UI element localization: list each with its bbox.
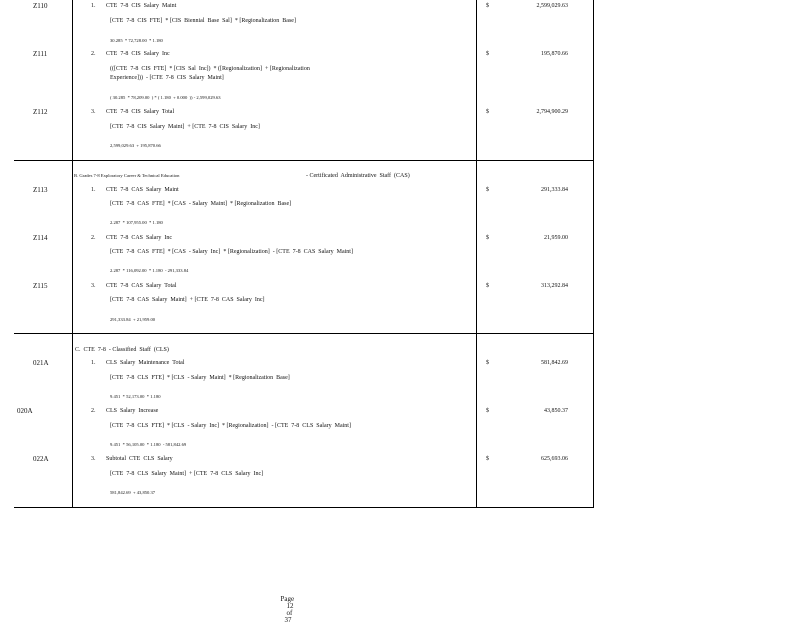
row-amount: 2,794,900.29 bbox=[536, 109, 568, 115]
row-step: 3. bbox=[91, 109, 96, 115]
row-step: 1. bbox=[91, 3, 96, 9]
row-id: Z114 bbox=[33, 234, 48, 242]
dollar-sign: $ bbox=[486, 360, 489, 366]
page-label: Page bbox=[280, 595, 295, 603]
row-title: Subtotal CTE CLS Salary bbox=[106, 456, 173, 462]
row-formula: (([CTE 7-8 CIS FTE] * [CIS Sal Inc]) * ([Regionalization] + [Regionalization bbox=[110, 66, 310, 72]
row-id: Z111 bbox=[33, 50, 48, 58]
row-formula: [CTE 7-8 CIS FTE] * [CIS Biennial Base Sal] * [Regionalization Base] bbox=[110, 18, 296, 24]
row-amount: 625,693.06 bbox=[541, 456, 568, 462]
right-column-rule bbox=[476, 0, 477, 508]
dollar-sign: $ bbox=[486, 408, 489, 414]
row-amount: 2,599,029.63 bbox=[536, 3, 568, 9]
row-calc: 581,842.69 + 43,850.37 bbox=[110, 490, 156, 495]
row-step: 3. bbox=[91, 283, 96, 289]
row-id: Z110 bbox=[33, 2, 48, 10]
section-divider-b bbox=[14, 333, 594, 334]
page-number: 12 bbox=[286, 602, 294, 610]
section-divider-c bbox=[14, 507, 594, 508]
page-total: 37 bbox=[284, 616, 292, 624]
outer-right-rule bbox=[593, 0, 594, 508]
row-calc: 2,599,029.63 + 195,870.66 bbox=[110, 143, 161, 148]
dollar-sign: $ bbox=[486, 187, 489, 193]
row-id: Z112 bbox=[33, 108, 48, 116]
row-amount: 581,842.69 bbox=[541, 360, 568, 366]
section-c-heading: C. CTE 7-8 - Classified Staff (CLS) bbox=[75, 347, 169, 353]
row-amount: 313,292.84 bbox=[541, 283, 568, 289]
row-formula: [CTE 7-8 CLS Salary Maint] + [CTE 7-8 CLS Salary Inc] bbox=[110, 471, 264, 477]
left-column-rule bbox=[72, 0, 73, 508]
row-formula: [CTE 7-8 CAS FTE] * [CAS - Salary Inc] * [Regionalization] - [CTE 7-8 CAS Salary Maint] bbox=[110, 249, 353, 255]
dollar-sign: $ bbox=[486, 51, 489, 57]
page-of-label: of bbox=[286, 609, 293, 617]
dollar-sign: $ bbox=[486, 235, 489, 241]
row-formula: [CTE 7-8 CAS Salary Maint] + [CTE 7-8 CAS Salary Inc] bbox=[110, 297, 265, 303]
section-b-heading-right: - Certificated Administrative Staff (CAS) bbox=[306, 173, 410, 179]
row-title: CTE 7-8 CIS Salary Inc bbox=[106, 51, 170, 57]
dollar-sign: $ bbox=[486, 456, 489, 462]
row-title: CLS Salary Maintenance Total bbox=[106, 360, 185, 366]
row-amount: 43,850.37 bbox=[544, 408, 568, 414]
dollar-sign: $ bbox=[486, 283, 489, 289]
row-amount: 21,959.00 bbox=[544, 235, 568, 241]
row-id: 022A bbox=[33, 455, 49, 463]
row-id: Z115 bbox=[33, 282, 48, 290]
row-step: 1. bbox=[91, 360, 96, 366]
row-id: 020A bbox=[17, 407, 33, 415]
row-step: 3. bbox=[91, 456, 96, 462]
row-step: 2. bbox=[91, 235, 96, 241]
row-calc: 30.285 * 72,728.00 * 1.180 bbox=[110, 38, 163, 43]
row-id: 021A bbox=[33, 359, 49, 367]
row-calc: 2.287 * 116,092.00 * 1.180 - 291,333.84 bbox=[110, 268, 189, 273]
row-formula: Experience])) - [CTE 7-8 CIS Salary Maint] bbox=[110, 75, 224, 81]
row-calc: ( 30.285 * 78,209.00 ) * ( 1.180 + 0.000 )) - 2,599,029.63 bbox=[110, 95, 221, 100]
row-title: CTE 7-8 CIS Salary Maint bbox=[106, 3, 177, 9]
row-step: 2. bbox=[91, 408, 96, 414]
row-title: CTE 7-8 CIS Salary Total bbox=[106, 109, 175, 115]
row-id: Z113 bbox=[33, 186, 48, 194]
section-divider-a bbox=[14, 160, 594, 161]
row-calc: 2.287 * 107,955.00 * 1.180 bbox=[110, 220, 163, 225]
row-title: CTE 7-8 CAS Salary Total bbox=[106, 283, 177, 289]
row-amount: 291,333.84 bbox=[541, 187, 568, 193]
page-footer bbox=[277, 589, 294, 624]
row-calc: 291,333.84 + 21,959.00 bbox=[110, 317, 156, 322]
row-formula: [CTE 7-8 CLS FTE] * [CLS - Salary Inc] * [Regionalization] - [CTE 7-8 CLS Salary Maint] bbox=[110, 423, 351, 429]
row-title: CTE 7-8 CAS Salary Maint bbox=[106, 187, 179, 193]
row-amount: 195,870.66 bbox=[541, 51, 568, 57]
row-formula: [CTE 7-8 CLS FTE] * [CLS - Salary Maint] * [Regionalization Base] bbox=[110, 375, 290, 381]
section-b-heading-left: B. Grades 7-8 Exploratory Career & Technical Education bbox=[74, 173, 180, 178]
row-calc: 9.451 * 52,173.00 * 1.180 bbox=[110, 394, 161, 399]
row-calc: 9.451 * 56,105.00 * 1.180 - 581,842.69 bbox=[110, 442, 187, 447]
row-formula: [CTE 7-8 CIS Salary Maint] + [CTE 7-8 CIS Salary Inc] bbox=[110, 124, 260, 130]
row-step: 2. bbox=[91, 51, 96, 57]
dollar-sign: $ bbox=[486, 109, 489, 115]
dollar-sign: $ bbox=[486, 3, 489, 9]
row-formula: [CTE 7-8 CAS FTE] * [CAS - Salary Maint] * [Regionalization Base] bbox=[110, 201, 292, 207]
row-title: CTE 7-8 CAS Salary Inc bbox=[106, 235, 172, 241]
row-title: CLS Salary Increase bbox=[106, 408, 159, 414]
row-step: 1. bbox=[91, 187, 96, 193]
